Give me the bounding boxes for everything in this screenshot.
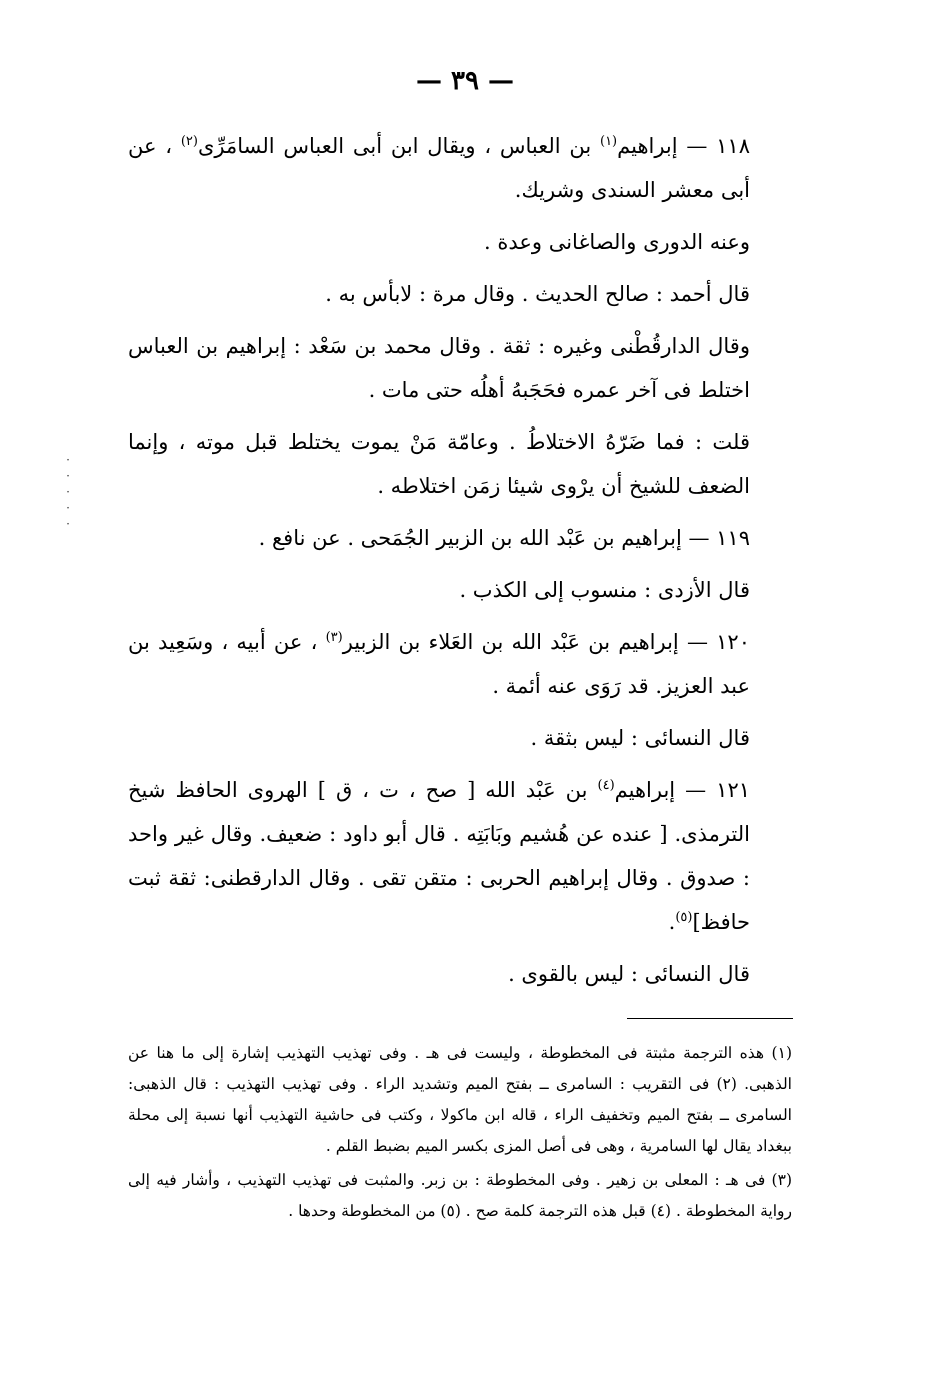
entry-line: قلت : فما ضَرّهُ الاختلاطُ . وعامّة مَنْ يموت يختلط قبل موته ، وإنما الضعف للشيخ أن يرْوى شيئا زمَن اختلاطه . [128, 430, 750, 498]
footnote-ref: (٢) [180, 134, 198, 149]
entry-line: وعنه الدورى والصاغانى وعدة . [483, 230, 750, 254]
entry-line: قال النسائى : ليس بثقة . [530, 726, 750, 750]
footnote-ref: (١) [599, 134, 618, 149]
entry-119: ١١٩ — إبراهيم بن عَبْد الله بن الزبير الجُمَحى . عن نافع . [258, 526, 750, 550]
entry-line: قال النسائى : ليس بالقوى . [508, 962, 750, 986]
footnote: (٣) فى هـ : المعلى بن زهير . وفى المخطوطة : بن زبر. والمثبت فى تهذيب التهذيب ، وأشار فيه إلى رواية المخطوطة . (٤) قبل هذه الترجمة كلمة صح . (٥) من المخطوطة وحدها . [128, 1171, 792, 1220]
footnote-ref: (٣) [325, 630, 343, 645]
entry-121 [128, 768, 792, 944]
footnotes [128, 1038, 792, 1230]
footnote-ref: (٤) [597, 778, 615, 793]
main-text [128, 124, 792, 1004]
entry-text: ، عن أبى معشر السندى وشريك. [128, 134, 750, 202]
entry-line: قال الأزدى : منسوب إلى الكذب . [459, 578, 750, 602]
entry-heading: ١١٨ — إبراهيم [617, 134, 750, 158]
entry-text: ، عن أبيه ، وسَعِيد بن عبد العزيز. قد رَوَى عنه أئمة . [128, 630, 750, 698]
footnote: (١) هذه الترجمة مثبتة فى المخطوطة ، وليست فى هـ . وفى تهذيب التهذيب إشارة إلى ما هنا عن الذهبى. (٢) فى التقريب : السامرى ــ بفتح الميم وتشديد الراء . وفى تهذيب التهذيب : قال الذهبى: السامرى ــ بفتح الميم وتخفيف الراء ، قاله ابن ماكولا ، وكتب فى حاشية التهذيب أنها نسبة إلى محلة ببغداد يقال لها السامرية ، وهى فى أصل المزى بكسر الميم بضبط القلم . [128, 1044, 792, 1155]
entry-text: بن عَبْد الله [ صح ، ت ، ق ] الهروى الحافظ شيخ الترمذى. [ عنده عن هُشيم وبَابَتِه . قال أبو داود : ضعيف. وقال غير واحد : صدوق . وقال إبراهيم الحربى : متقن تقى . وقال الدارقطنى: ثقة ثبت حافظ] [128, 778, 750, 934]
margin-marks: · · · · · [66, 453, 70, 531]
entry-text: . [668, 910, 676, 934]
footnote-ref: (٥) [675, 910, 693, 925]
entry-line: قال أحمد : صالح الحديث . وقال مرة : لابأس به . [325, 282, 750, 306]
entry-text: بن العباس ، ويقال ابن أبى العباس السامَرِّى [197, 134, 600, 158]
page-number: — ٣٩ — [415, 66, 515, 96]
entry-line: وقال الدارقُطْنى وغيره : ثقة . وقال محمد بن سَعْد : إبراهيم بن العباس اختلط فى آخر عمره فحَجَبهُ أهلُه حتى مات . [128, 334, 750, 402]
footnote-divider [627, 1018, 793, 1019]
entry-120 [128, 620, 792, 708]
entry-118 [128, 124, 792, 212]
entry-heading: ١٢١ — إبراهيم [614, 778, 751, 802]
entry-heading: ١٢٠ — إبراهيم بن عَبْد الله بن العَلاء بن الزبير [342, 630, 750, 654]
